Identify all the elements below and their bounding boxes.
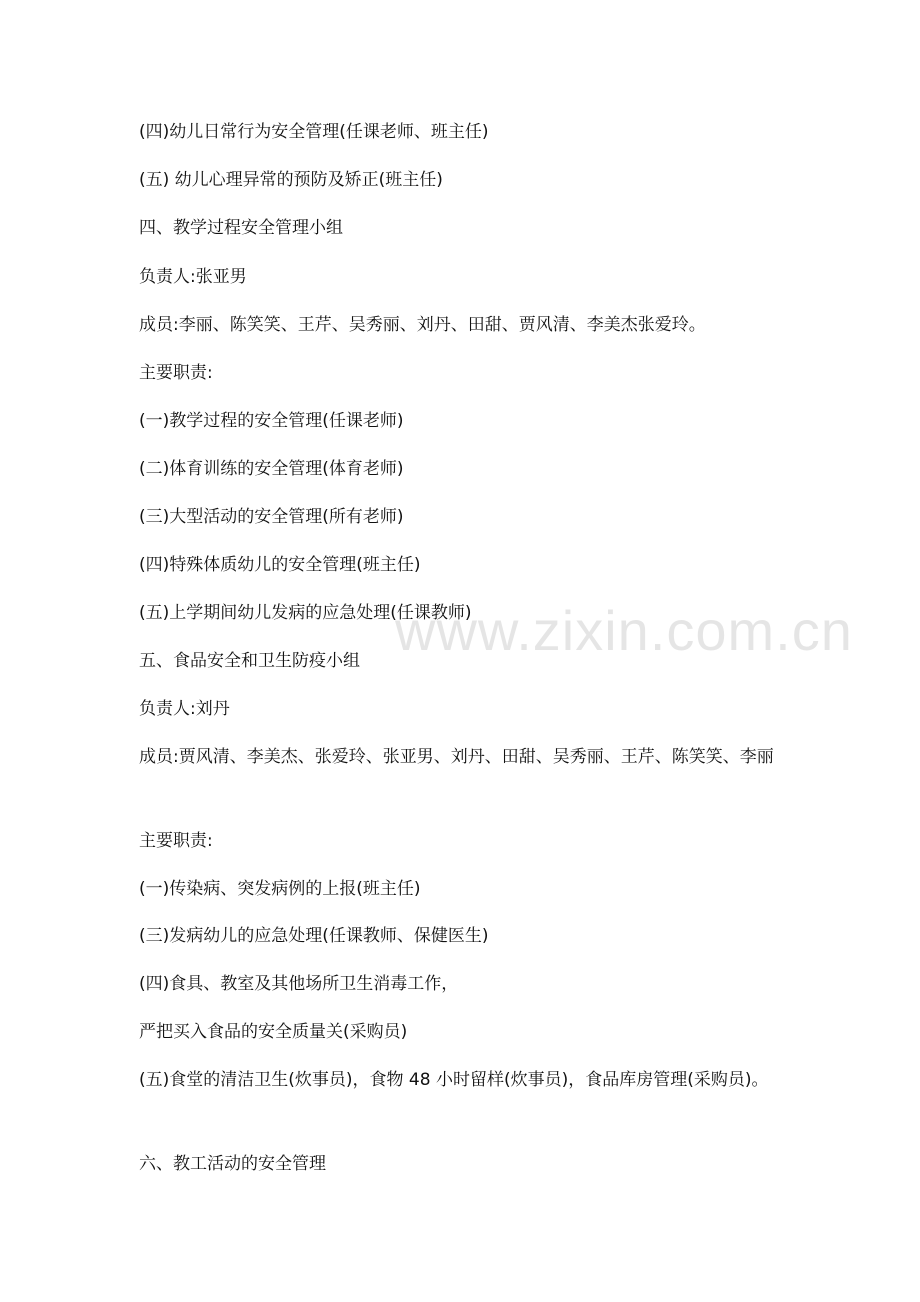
text-line: (五) 幼儿心理异常的预防及矫正(班主任) xyxy=(139,170,443,190)
text-line: (一)传染病、突发病例的上报(班主任) xyxy=(139,879,421,899)
text-line: 主要职责: xyxy=(139,831,213,851)
text-line: (三)发病幼儿的应急处理(任课教师、保健医生) xyxy=(139,926,489,946)
section-heading: 六、教工活动的安全管理 xyxy=(139,1154,326,1174)
text-line: (四)幼儿日常行为安全管理(任课老师、班主任) xyxy=(139,122,489,142)
text-line: 严把买入食品的安全质量关(采购员) xyxy=(139,1022,408,1042)
text-line: 主要职责: xyxy=(139,363,213,383)
section-heading: 四、教学过程安全管理小组 xyxy=(139,218,343,238)
text-line: (三)大型活动的安全管理(所有老师) xyxy=(139,507,404,527)
text-line: (四)特殊体质幼儿的安全管理(班主任) xyxy=(139,555,421,575)
text-line: 成员:贾风清、李美杰、张爱玲、张亚男、刘丹、田甜、吴秀丽、王芹、陈笑笑、李丽 xyxy=(139,747,774,767)
watermark: www.zixin.com.cn xyxy=(395,599,853,662)
text-line: 负责人:张亚男 xyxy=(139,267,247,287)
section-heading: 五、食品安全和卫生防疫小组 xyxy=(139,651,360,671)
text-line: 成员:李丽、陈笑笑、王芹、吴秀丽、刘丹、田甜、贾风清、李美杰张爱玲。 xyxy=(139,315,706,335)
text-line: (四)食具、教室及其他场所卫生消毒工作， xyxy=(139,974,459,994)
text-line: (一)教学过程的安全管理(任课老师) xyxy=(139,411,404,431)
text-line: (五)食堂的清洁卫生(炊事员)，食物 48 小时留样(炊事员)，食品库房管理(采购员)。 xyxy=(139,1070,769,1090)
text-line: (二)体育训练的安全管理(体育老师) xyxy=(139,459,404,479)
text-line: 负责人:刘丹 xyxy=(139,699,230,719)
text-line: (五)上学期间幼儿发病的应急处理(任课教师) xyxy=(139,603,472,623)
